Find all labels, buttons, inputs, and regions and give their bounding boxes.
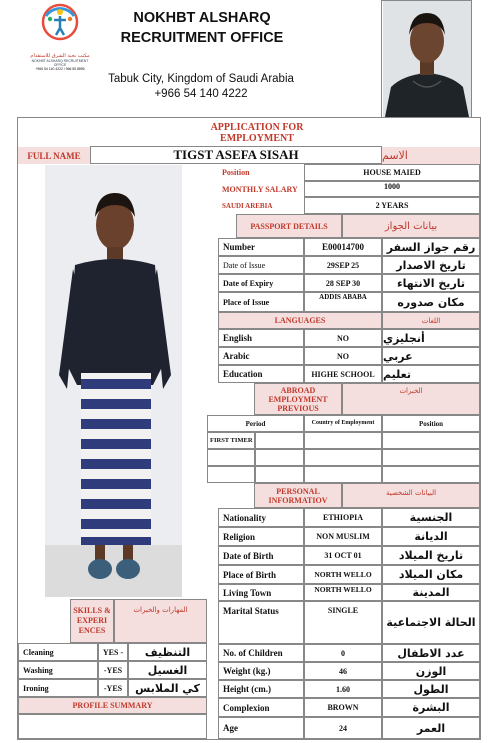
personal-label-1: Religion bbox=[218, 527, 304, 546]
language-value-1: NO bbox=[304, 347, 382, 365]
personal-label-7: Weight (kg.) bbox=[218, 662, 304, 680]
full-name-value: TIGST ASEFA SISAH bbox=[90, 146, 382, 164]
contract-value: 2 YEARS bbox=[304, 197, 480, 214]
passport-label-1: Date of Issue bbox=[218, 256, 304, 274]
personal-title: PERSONAL INFORMATIOV bbox=[254, 483, 342, 508]
languages-title-ar: اللغات bbox=[382, 312, 480, 329]
abroad-cell bbox=[304, 466, 382, 483]
profile-summary-body bbox=[18, 714, 207, 739]
passport-label-2: Date of Expiry bbox=[218, 274, 304, 292]
office-location: Tabuk City, Kingdom of Saudi Arabia bbox=[108, 73, 294, 85]
salary-value: 1000 bbox=[304, 181, 480, 197]
logo-figures-icon bbox=[28, 2, 92, 48]
abroad-first-timer: FIRST TIMER bbox=[207, 432, 255, 449]
language-value-0: NO bbox=[304, 329, 382, 347]
skill-value-0: YES - bbox=[98, 643, 128, 661]
personal-value-0: ETHIOPIA bbox=[304, 508, 382, 527]
languages-title: LANGUAGES bbox=[218, 312, 382, 329]
language-label-1: Arabic bbox=[218, 347, 304, 365]
passport-value-1: 29SEP 25 bbox=[304, 256, 382, 274]
skill-ar-2: كي الملابس bbox=[128, 679, 207, 697]
personal-value-5: SINGLE bbox=[304, 601, 382, 644]
abroad-cell bbox=[304, 449, 382, 466]
personal-ar-8: الطول bbox=[382, 680, 480, 698]
personal-value-6: 0 bbox=[304, 644, 382, 662]
abroad-col-position: Position bbox=[382, 415, 480, 432]
skill-value-2: -YES bbox=[98, 679, 128, 697]
personal-value-8: 1.60 bbox=[304, 680, 382, 698]
logo bbox=[28, 2, 92, 71]
abroad-title: ABROAD EMPLOYMENT PREVIOUS bbox=[254, 383, 342, 415]
abroad-cell bbox=[207, 449, 255, 466]
personal-title-ar: البيانات الشخصية bbox=[342, 483, 480, 508]
abroad-cell bbox=[255, 432, 304, 449]
skill-label-1: Washing bbox=[18, 661, 98, 679]
personal-label-9: Complexion bbox=[218, 698, 304, 717]
abroad-cell bbox=[382, 466, 480, 483]
personal-ar-3: مكان الميلاد bbox=[382, 565, 480, 584]
personal-ar-0: الجنسية bbox=[382, 508, 480, 527]
skill-label-0: Cleaning bbox=[18, 643, 98, 661]
personal-value-4: NORTH WELLO bbox=[304, 584, 382, 601]
profile-summary-title: PROFILE SUMMARY bbox=[18, 697, 207, 714]
personal-label-6: No. of Children bbox=[218, 644, 304, 662]
personal-label-4: Living Town bbox=[218, 584, 304, 601]
personal-label-3: Place of Birth bbox=[218, 565, 304, 584]
office-phone: +966 54 140 4222 bbox=[154, 88, 248, 100]
passport-label-3: Place of Issue bbox=[218, 292, 304, 312]
full-body-photo bbox=[45, 165, 182, 597]
language-ar-0: أنجليزي bbox=[382, 329, 480, 347]
personal-ar-2: تاريخ الميلاد bbox=[382, 546, 480, 565]
personal-ar-1: الديانة bbox=[382, 527, 480, 546]
full-name-ar: الاسم bbox=[382, 147, 480, 164]
education-ar: تعليم bbox=[382, 365, 480, 383]
abroad-col-period: Period bbox=[207, 415, 304, 432]
personal-value-3: NORTH WELLO bbox=[304, 565, 382, 584]
personal-ar-9: البشرة bbox=[382, 698, 480, 717]
abroad-title-ar: الخبرات bbox=[342, 383, 480, 415]
passport-value-2: 28 SEP 30 bbox=[304, 274, 382, 292]
passport-ar-1: تاريخ الاصدار bbox=[382, 256, 480, 274]
personal-ar-7: الوزن bbox=[382, 662, 480, 680]
personal-value-7: 46 bbox=[304, 662, 382, 680]
language-ar-1: عربي bbox=[382, 347, 480, 365]
language-label-0: English bbox=[218, 329, 304, 347]
abroad-col-country: Country of Employment bbox=[304, 415, 382, 432]
salary-label: MONTHLY SALARY bbox=[222, 184, 298, 194]
passport-ar-0: رقم جواز السفر bbox=[382, 238, 480, 256]
abroad-cell bbox=[255, 449, 304, 466]
abroad-cell bbox=[304, 432, 382, 449]
abroad-cell bbox=[255, 466, 304, 483]
logo-arabic: مكتب نخبة الشرق للاستقدام bbox=[30, 53, 90, 59]
personal-value-2: 31 OCT 01 bbox=[304, 546, 382, 565]
personal-value-1: NON MUSLIM bbox=[304, 527, 382, 546]
education-value: HIGHE SCHOOL bbox=[304, 365, 382, 383]
logo-english: NOKHBT ALSHARQ RECRUITMENT OFFICE bbox=[31, 59, 89, 67]
personal-ar-5: الحالة الاجتماعية bbox=[382, 601, 480, 644]
passport-ar-3: مكان صدوره bbox=[382, 292, 480, 312]
passport-value-3: ADDIS ABABA bbox=[304, 292, 382, 312]
personal-label-0: Nationality bbox=[218, 508, 304, 527]
skill-label-2: Ironing bbox=[18, 679, 98, 697]
full-name-label: FULL NAME bbox=[18, 147, 90, 164]
education-label: Education bbox=[218, 365, 304, 383]
application-title: APPLICATION FOR EMPLOYMENT bbox=[207, 118, 307, 147]
passport-ar-2: تاريخ الانتهاء bbox=[382, 274, 480, 292]
personal-value-10: 24 bbox=[304, 717, 382, 739]
personal-label-8: Height (cm.) bbox=[218, 680, 304, 698]
personal-label-5: Marital Status bbox=[218, 601, 304, 644]
skill-ar-1: الغسيل bbox=[128, 661, 207, 679]
abroad-cell bbox=[382, 432, 480, 449]
logo-small: +966 54 140 4222 / 966 55 8896 bbox=[35, 67, 85, 71]
personal-label-10: Age bbox=[218, 717, 304, 739]
passport-label-0: Number bbox=[218, 238, 304, 256]
personal-ar-10: العمر bbox=[382, 717, 480, 739]
passport-value-0: E00014700 bbox=[304, 238, 382, 256]
skills-title-ar: المهارات والخبرات bbox=[114, 599, 207, 643]
personal-label-2: Date of Birth bbox=[218, 546, 304, 565]
personal-value-9: BROWN bbox=[304, 698, 382, 717]
personal-ar-6: عدد الاطفال bbox=[382, 644, 480, 662]
contract-label: SAUDI AREBIA bbox=[222, 201, 273, 210]
office-name: NOKHBT ALSHARQ RECRUITMENT OFFICE bbox=[120, 10, 284, 46]
abroad-cell bbox=[382, 449, 480, 466]
passport-title: PASSPORT DETAILS bbox=[236, 214, 342, 238]
skill-value-1: -YES bbox=[98, 661, 128, 679]
abroad-cell bbox=[207, 466, 255, 483]
skill-ar-0: التنظيف bbox=[128, 643, 207, 661]
portrait-photo bbox=[383, 1, 471, 117]
position-label: Position bbox=[222, 168, 250, 177]
position-value: HOUSE MAIED bbox=[304, 164, 480, 181]
personal-ar-4: المدينة bbox=[382, 584, 480, 601]
skills-title: SKILLS & EXPERI ENCES bbox=[70, 599, 114, 643]
passport-title-ar: بيانات الجواز bbox=[342, 214, 480, 238]
